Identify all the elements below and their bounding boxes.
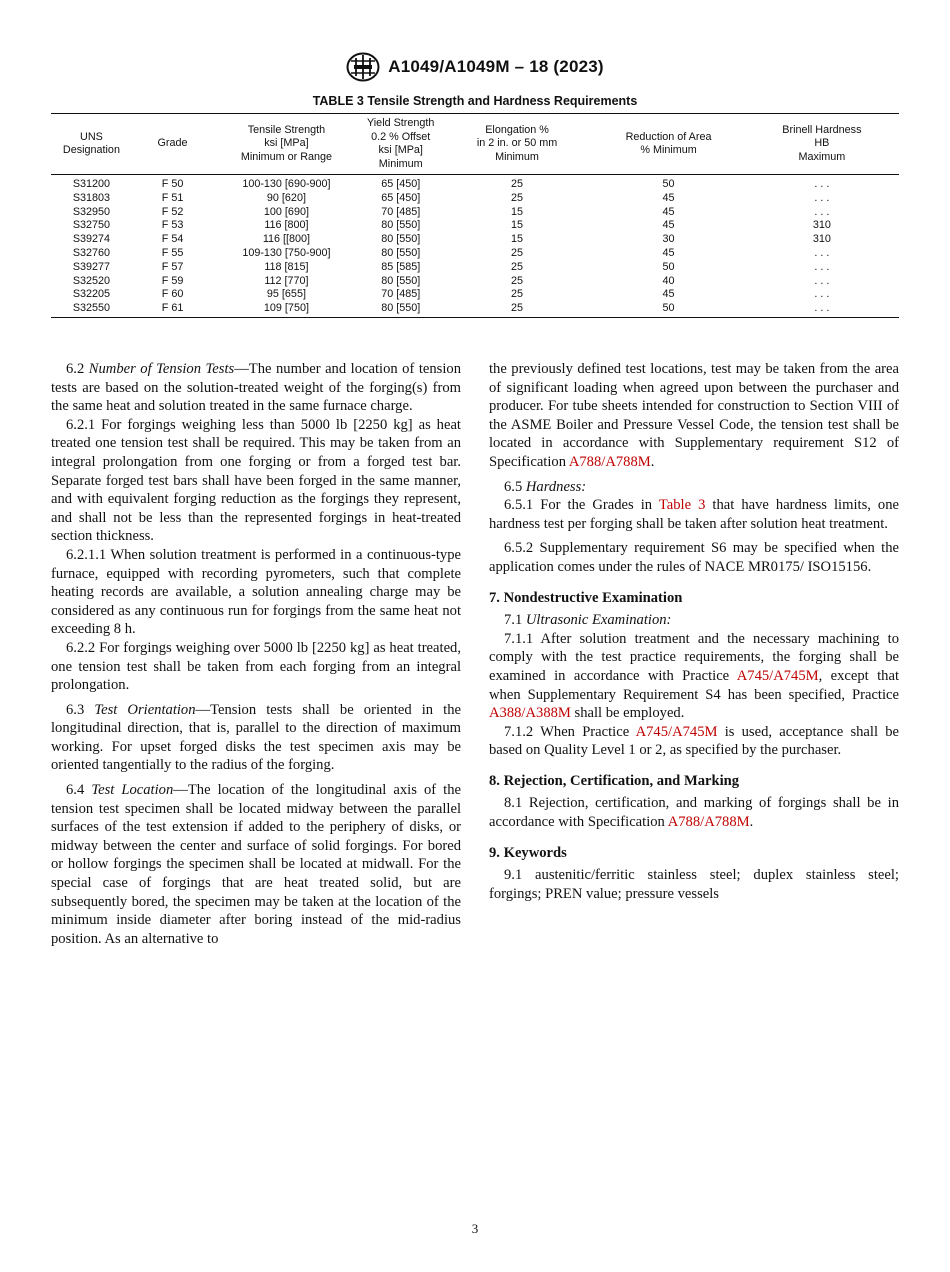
link-a745-a745m[interactable]: A745/A745M [736,667,819,684]
column-header-line: % Minimum [640,144,697,156]
table-cell: 112 [770] [264,274,309,287]
column-header-line: ksi [MPa] [264,137,309,150]
column-header-line: Minimum [378,157,423,170]
table-cell: 25 [511,260,524,273]
document-designation: A1049/A1049M – 18 (2023) [388,57,604,76]
right-column [489,360,899,903]
column-header-line: Elongation % [485,123,549,136]
link-a788-a788m-2[interactable]: A788/A788M [667,814,750,831]
table-row [51,192,899,206]
table-cell: 50 [662,260,675,273]
section-6-5-2: 6.5.2 Supplementary requirement S6 may be specified when the application comes under the rules of NACE MR0175/ ISO15156. [489,540,899,575]
section-6-3-title: Test Orientation [94,701,196,718]
column-header-line: in 2 in. or 50 mm [476,137,558,150]
column-header-line: Tensile Strength [247,123,326,136]
table-cell: 310 [812,233,831,246]
section-7-1-2: 7.1.2 When Practice A745/A745M is used, acceptance shall be based on Quality Level 1 or 2, as specified by the purchaser. [489,723,899,759]
column-header-line: Brinell Hardness [782,123,862,136]
section-6-4: 6.4 Test Location—The location of the longitudinal axis of the tension test specimen shall be located midway between the parallel surfaces of the test extension if added to the periphery of disks, or midway between the center and surface of solid forgings. For bored or hollow forgings the specimen shall be located at midwall. For the special case of forgings that are heat treated solid, but are subsequently bored, the specimen may be taken at the location of the minimum inside diameter after boring instead of the mid-radius position. As an alternative to [51,782,462,947]
column-header-line: Minimum [495,150,539,163]
column-header [51,114,132,175]
table-cell: F 54 [161,233,184,246]
column-header [360,114,442,175]
table-cell: 25 [511,288,524,301]
table-cell: . . . [814,178,830,190]
table-cell: 80 [550] [381,274,421,287]
column-header [745,114,899,175]
table-cell: 40 [662,274,675,287]
table-cell: F 60 [161,288,184,301]
table-cell: 45 [662,219,675,232]
table-cell: 25 [511,274,524,287]
section-9-1: 9.1 austenitic/ferritic stainless steel; duplex stainless steel; forgings; PREN value; pressure vessels [489,867,899,902]
link-a788-a788m[interactable]: A788/A788M [568,453,651,470]
table-cell: 25 [511,191,524,204]
table-cell: 118 [815] [264,260,309,273]
table-cell: 100-130 [690-900] [242,178,331,190]
table-cell: S32205 [72,288,111,301]
column-header-line: Reduction of Area [625,130,712,143]
table-cell: 65 [450] [381,178,421,190]
table-cell: 95 [655] [266,288,306,301]
column-header [132,114,213,175]
page-header [0,52,950,87]
table-row [51,261,899,275]
table-cell: S32550 [51,302,132,317]
table-cell: S32750 [72,219,111,232]
table-cell: 80 [550] [381,233,421,246]
table-cell: 30 [662,233,675,246]
table-cell: F 52 [161,205,184,218]
table-row [51,206,899,220]
table-cell: . . . [814,288,830,301]
table-cell: 25 [442,302,593,317]
table-cell: 80 [550] [381,219,421,232]
section-6-5-1: 6.5.1 For the Grades in Table 3 that have hardness limits, one hardness test per forging shall be taken after solution heat treatment. [489,497,899,532]
table-cell: . . . [814,205,830,218]
section-6-2-1-1: 6.2.1.1 When solution treatment is performed in a continuous-type furnace, equipped with recording pyrometers, such that complete heating records are available, a solution annealing charge may be considered as any continuous run for forgings from the same heat not exceeding 8 h. [51,546,461,638]
column-header-line: Minimum or Range [240,150,333,163]
column-header [592,114,744,175]
table-cell: 15 [511,233,524,246]
table-cell: 50 [662,178,675,190]
table-cell: S39274 [72,233,111,246]
column-header-line: Maximum [798,150,846,163]
table-row [51,219,899,233]
table-cell: 80 [550] [381,246,421,259]
table-cell: . . . [745,302,899,317]
column-header-line: ksi [MPa] [378,144,423,156]
link-a388-a388m[interactable]: A388/A388M [489,705,571,722]
section-6-2: 6.2 Number of Tension Tests—The number and location of tension tests are based on the solution-treated weight of the forging(s) from the same heat and solution treated in the same furnace charge. [51,361,461,415]
table-cell: 85 [585] [381,260,421,273]
heading-section-8: 8. Rejection, Certification, and Marking [489,772,740,789]
table-cell: 116 [800] [264,219,309,232]
table-cell: 116 [[800] [262,233,311,246]
astm-logo-icon [346,52,380,82]
table-title: TABLE 3 Tensile Strength and Hardness Requirements [312,94,638,108]
section-6-5-title: Hardness: [525,478,587,495]
table-row [51,302,899,317]
table-cell: 15 [511,205,524,218]
link-a745-a745m-2[interactable]: A745/A745M [635,723,718,740]
table-cell: F 61 [132,302,213,317]
table-cell: F 59 [161,274,184,287]
section-7-1: 7.1 Ultrasonic Examination: [504,612,672,629]
table-cell: . . . [814,274,830,287]
table-cell: 65 [450] [381,191,421,204]
table-cell: 109-130 [750-900] [242,246,331,259]
table-cell: 310 [812,219,831,232]
table-cell: S32520 [72,274,111,287]
section-6-5: 6.5 Hardness: [504,478,587,495]
table-cell: 100 [690] [263,205,309,218]
table-cell: 50 [592,302,744,317]
column-header-line: Yield Strength [366,117,435,129]
heading-section-9: 9. Keywords [489,844,567,861]
column-header-line: 0.2 % Offset [371,130,431,143]
table-cell: S31803 [72,191,111,204]
table-cell: F 53 [161,219,184,232]
table-cell: F 50 [161,178,184,190]
link-table-3[interactable]: Table 3 [658,497,706,514]
table-cell: S31200 [72,178,111,190]
column-header-line: Designation [62,144,120,156]
column-header-line: HB [814,137,830,150]
table-cell: S32760 [72,246,111,259]
left-column [51,360,461,948]
table-cell: 25 [511,246,524,259]
table-cell: 15 [511,219,524,232]
table-cell: 45 [662,191,675,204]
section-6-3: 6.3 Test Orientation—Tension tests shall be oriented in the longitudinal direction, that is, parallel to the direction of maximum working. For upset forged disks the test specimen axis may be oriented tangentially to the radius of the forging. [51,701,461,774]
table-cell: . . . [814,260,830,273]
table-row [51,288,899,302]
table-cell: 70 [485] [381,288,421,301]
table-body [51,175,899,318]
section-6-2-2: 6.2.2 For forgings weighing over 5000 lb [2250 kg] as heat treated, one tension test shall be taken from each forging from an integral prolongation. [51,639,461,694]
section-6-2-1: 6.2.1 For forgings weighing less than 5000 lb [2250 kg] as heat treated one tension test shall be required. This may be taken from an integral prolongation from one forging or from a forged test bar. Separate forged test bars shall have been forged in the same manner, and with equivalent forging reduction as the forgings they represent, and shall not be less than the represented forgings in heat-treated section thickness. [51,416,461,545]
table-cell: . . . [814,191,830,204]
table-cell: S39277 [72,260,111,273]
section-6-4-continued: the previously defined test locations, test may be taken from the area of significant loading when agreed upon between the purchaser and producer. For tube sheets intended for construction to Section VIII of the ASME Boiler and Pressure Vessel Code, the tension test shall be located in accordance with Supplementary requirement S12 of Specification A788/A788M. [489,361,899,470]
table-row [51,233,899,247]
section-6-4-title: Test Location [91,782,174,799]
table-row [51,175,899,192]
page-number: 3 [471,1221,479,1236]
table-cell: 45 [662,246,675,259]
table-cell: F 51 [161,191,184,204]
table-cell: F 55 [161,246,184,259]
heading-section-7: 7. Nondestructive Examination [489,589,683,606]
table-row [51,247,899,261]
table-cell: 90 [620] [266,191,306,204]
table-cell: 45 [662,205,675,218]
table-cell: 109 [750] [213,302,359,317]
column-header-line: Grade [157,137,188,150]
column-header-line: UNS [80,130,103,143]
column-header [213,114,359,175]
table-header-row [51,114,899,175]
table-row [51,275,899,289]
column-header [442,114,593,175]
section-8-1: 8.1 Rejection, certification, and marking of forgings shall be in accordance with Specification A788/A788M. [489,795,899,831]
table-cell: 25 [511,178,524,190]
table-cell: F 57 [161,260,184,273]
requirements-table [51,113,899,318]
table-cell: S32950 [72,205,111,218]
section-7-1-1: 7.1.1 After solution treatment and the necessary machining to comply with the test practice requirements, the forging shall be examined in accordance with Practice A745/A745M, except that when Supplementary Requirement S4 has been specified, Practice A388/A388M shall be employed. [489,630,899,722]
table-cell: . . . [814,246,830,259]
table-cell: 45 [662,288,675,301]
section-6-2-title: Number of Tension Tests [88,361,235,377]
table-cell: 70 [485] [381,205,421,218]
table-cell: 80 [550] [360,302,442,317]
section-7-1-title: Ultrasonic Examination: [525,612,672,629]
